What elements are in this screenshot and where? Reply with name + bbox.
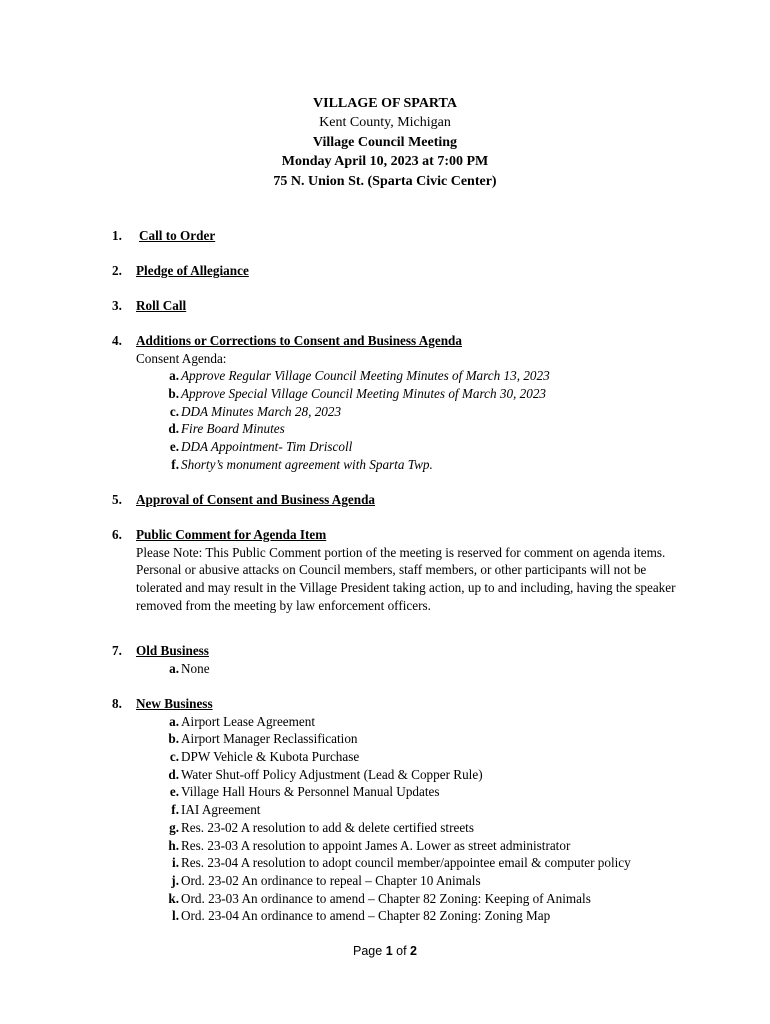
meeting-title: Village Council Meeting — [312, 134, 458, 150]
list-item: a. Approve Regular Village Council Meeting Minutes of March 13, 2023 — [169, 368, 550, 384]
consent-agenda-list — [157, 367, 717, 473]
item-title: Old Business — [136, 643, 209, 658]
list-item: c. DPW Vehicle & Kubota Purchase — [169, 749, 360, 765]
item-number: 1. — [112, 228, 122, 243]
list-item: f. IAI Agreement — [171, 802, 261, 818]
page-footer — [0, 943, 770, 961]
item-title: Additions or Corrections to Consent and Business Agenda — [136, 333, 462, 348]
public-comment-note: Please Note: This Public Comment portion of the meeting is reserved for comment on agenda items. Personal or abusive attacks on Council members, staff members, or other participants will not be tolerated and may result in the Village President taking action, up to and including, having the speaker removed from the meeting by law enforcement officers. — [136, 544, 676, 613]
item-title: Roll Call — [136, 298, 187, 313]
list-item: c. DDA Minutes March 28, 2023 — [169, 403, 342, 419]
list-item: b. Approve Special Village Council Meeting Minutes of March 30, 2023 — [168, 386, 547, 402]
page-total: 2 — [410, 944, 417, 958]
item-number: 2. — [112, 263, 122, 278]
list-item: k. Ord. 23-03 An ordinance to amend – Chapter 82 Zoning: Keeping of Animals — [168, 890, 591, 906]
page-of: of — [396, 944, 407, 958]
item-number: 5. — [112, 492, 122, 507]
list-item: h. Res. 23-03 A resolution to appoint James A. Lower as street administrator — [168, 837, 571, 853]
item-title: Pledge of Allegiance — [136, 263, 249, 278]
meeting-location: 75 N. Union St. (Sparta Civic Center) — [273, 173, 497, 189]
list-item: d. Fire Board Minutes — [168, 421, 285, 437]
county-name: Kent County, Michigan — [319, 115, 451, 131]
item-number: 3. — [112, 298, 122, 313]
item-number: 8. — [112, 696, 122, 711]
page-label: Page — [353, 944, 383, 958]
org-name: VILLAGE OF SPARTA — [313, 96, 457, 111]
item-number: 7. — [112, 643, 122, 658]
list-item: e. DDA Appointment- Tim Driscoll — [169, 439, 353, 455]
list-item: a. None — [169, 660, 210, 676]
list-item: i. Res. 23-04 A resolution to adopt council member/appointee email & computer policy — [172, 855, 631, 871]
list-item: j. Ord. 23-02 An ordinance to repeal – Chapter 10 Animals — [171, 872, 481, 888]
item-number: 4. — [112, 333, 122, 348]
item-title: Call to Order — [139, 228, 216, 243]
meeting-datetime: Monday April 10, 2023 at 7:00 PM — [281, 154, 489, 170]
list-item: e. Village Hall Hours & Personnel Manual Updates — [169, 784, 440, 800]
list-item: d. Water Shut-off Policy Adjustment (Lead & Copper Rule) — [168, 766, 483, 782]
list-item: g. Res. 23-02 A resolution to add & delete certified streets — [169, 819, 474, 835]
item-title: New Business — [136, 696, 213, 711]
item-title: Public Comment for Agenda Item — [136, 527, 327, 542]
list-item: l. Ord. 23-04 An ordinance to amend – Chapter 82 Zoning: Zoning Map — [172, 908, 551, 924]
list-item: f. Shorty’s monument agreement with Sparta Twp. — [171, 456, 433, 472]
item-title: Approval of Consent and Business Agenda — [136, 492, 376, 507]
agenda-header — [0, 94, 770, 191]
list-item: b. Airport Manager Reclassification — [168, 731, 358, 747]
old-business-list — [157, 660, 717, 678]
item-number: 6. — [112, 527, 122, 542]
consent-agenda-label: Consent Agenda: — [136, 350, 227, 366]
page-current: 1 — [385, 944, 393, 958]
list-item: a. Airport Lease Agreement — [169, 713, 316, 729]
new-business-list — [157, 713, 717, 925]
